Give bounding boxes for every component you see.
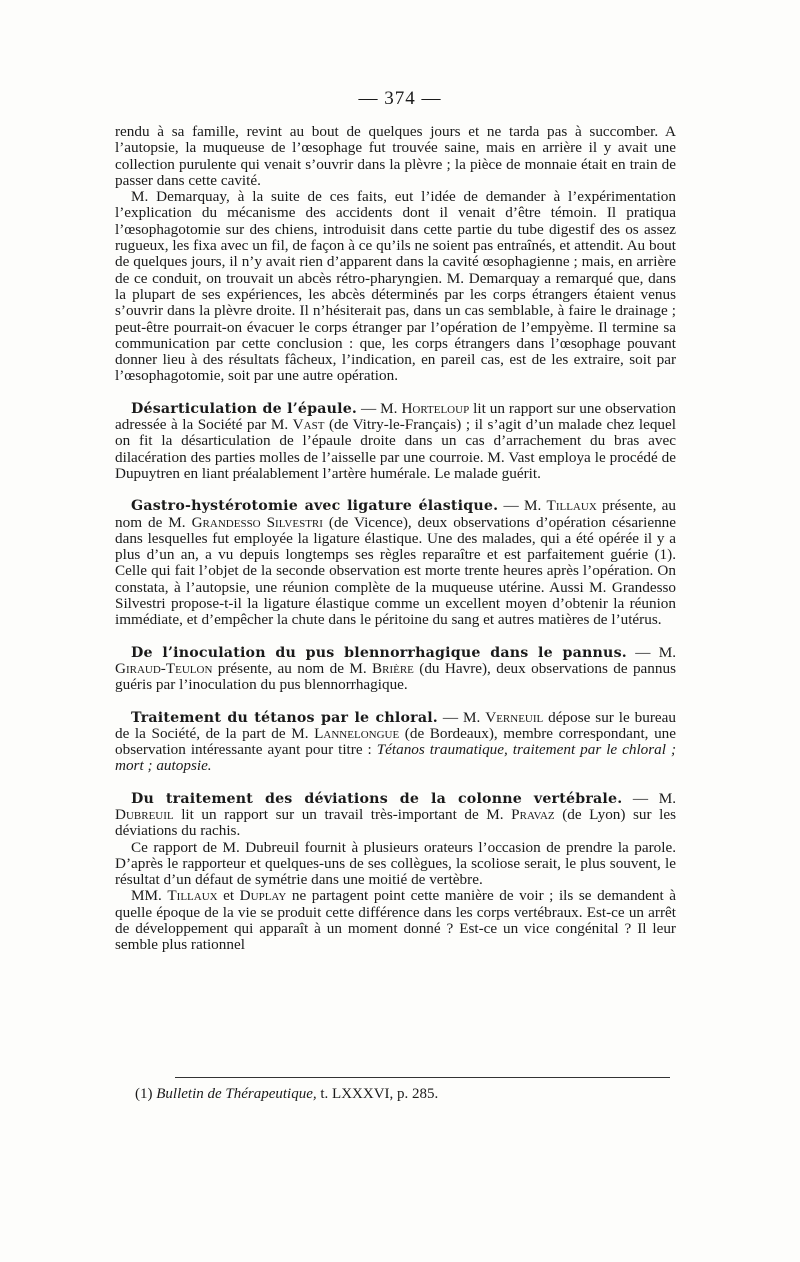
author-name: Pravaz bbox=[511, 805, 555, 823]
author-name: Vast bbox=[292, 416, 325, 434]
footnote-divider bbox=[175, 1077, 670, 1078]
footnote-reference: t. LXXXVI, p. 285. bbox=[316, 1086, 439, 1102]
section-heading: De l’inoculation du pus blennorrhagique dans le pannus. bbox=[131, 644, 627, 661]
section-gastro-hysterotomy: Gastro-hystérotomie avec ligature élastique. — M. Tillaux présente, au nom de M. Grandesso Silvestri (de Vicence), deux observations d’opération césarienne dans lesquelles fut employée la ligature élastique. Une des malades, qui a été opérée il y a plus d’un an, a vu depuis longtemps ses règles reparaître et est parfaitement guérie (1). Celle qui fait l’objet de la seconde observation est morte trente heures après l’opération. On constata, à l’autopsie, une réunion complète de la muqueuse utérine. Aussi M. Grandesso Silvestri propose-t-il la ligature élastique comme un excellent moyen d’obtenir la réunion immédiate, et d’empêcher la chute dans le péritoine du sang et autres matières de l’utérus. bbox=[115, 497, 677, 629]
section-spinal-deviations: Du traitement des déviations de la colonne vertébrale. — M. Dubreuil lit un rapport sur un travail très-important de M. Pravaz (de Lyon) sur les déviations du rachis. bbox=[115, 789, 676, 840]
author-name: Duplay bbox=[239, 887, 287, 905]
section-tetanus-chloral: Traitement du tétanos par le chloral. — M. Verneuil dépose sur le bureau de la Société, de la part de M. Lannelongue (de Bordeaux), membre correspondant, une observation intéressante ayant pour titre : Tétanos traumatique, traitement par le chloral ; mort ; autopsie. bbox=[115, 708, 677, 775]
paragraph: M. Demarquay, à la suite de ces faits, eut l’idée de demander à l’expérimentation l’explication du mécanisme des accidents dont il venait d’être témoin. Il pratiqua l’œsophagotomie sur des chiens, introduisit dans cette partie du tube digestif des os assez rugueux, les fixa avec un fil, de façon à ce qu’ils ne soient pas entraînés, et attendit. Au bout de quelques jours, il n’y avait rien d’apparent dans la cavité œsophagienne ; mais, en arrière de ce conduit, on trouvait un abcès rétro-pharyngien. M. Demarquay a remarqué que, dans la plupart de ses expériences, les abcès déterminés par les corps étrangers étaient venus s’ouvrir dans la plèvre droite. Il n’hésiterait pas, dans un cas semblable, à faire le drainage ; peut-être pourrait-on évacuer le corps étranger par l’opération de l’empyème. Il termine sa communication par cette conclusion : que, les corps étrangers dans l’œsophage pouvant donner lieu à des résultats fâcheux, l’indication, en pareil cas, est de les extraire, soit par l’œsophagotomie, soit par une autre opération. bbox=[115, 188, 676, 385]
paragraph: Ce rapport de M. Dubreuil fournit à plusieurs orateurs l’occasion de prendre la parole. D’après le rapporteur et quelques-uns de ses collègues, la scoliose serait, le plus souvent, le résultat d’un défaut de symétrie dans une moitié de vertèbre. bbox=[115, 838, 676, 889]
section-heading: Traitement du tétanos par le chloral. bbox=[131, 709, 438, 726]
paragraph: rendu à sa famille, revint au bout de quelques jours et ne tarda pas à succomber. A l’autopsie, la muqueuse de l’œsophage fut trouvée saine, mais en arrière il y avait une collection purulente qui venait s’ouvrir dans la plèvre ; la pièce de monnaie était en train de passer dans cette cavité. bbox=[115, 123, 676, 189]
observation-title: Tétanos traumatique, traitement par le chloral ; mort ; autopsie. bbox=[115, 741, 677, 775]
author-name: Grandesso Silvestri bbox=[191, 513, 323, 531]
footnote-source-title: Bulletin de Thérapeutique, bbox=[156, 1086, 317, 1102]
paragraph: MM. Tillaux et Duplay ne partagent point cette manière de voir ; ils se demandent à quelle époque de la vie se produit cette différence dans les corps vertébraux. Est-ce un arrêt de développement qui apparaît à un moment donné ? Est-ce un vice congénital ? Il leur semble plus rationnel bbox=[115, 887, 676, 954]
body-text bbox=[115, 124, 676, 954]
section-heading: Gastro-hystérotomie avec ligature élastique. bbox=[131, 498, 499, 515]
section-heading: Du traitement des déviations de la colonne vertébrale. bbox=[131, 790, 623, 807]
footnote bbox=[135, 1086, 680, 1103]
section-pannus-inoculation: De l’inoculation du pus blennorrhagique dans le pannus. — M. Giraud-Teulon présente, au nom de M. Brière (du Havre), deux observations de pannus guéris par l’inoculation du pus blennorrhagique. bbox=[115, 643, 676, 694]
author-name: Dubreuil bbox=[115, 805, 174, 823]
author-name: Giraud-Teulon bbox=[115, 659, 213, 677]
footnote-marker: (1) bbox=[135, 1086, 157, 1102]
author-name: Tillaux bbox=[167, 887, 218, 905]
author-name: Horteloup bbox=[401, 399, 470, 417]
author-name: Tillaux bbox=[546, 497, 597, 515]
page-number: — 374 — bbox=[358, 88, 442, 109]
author-name: Brière bbox=[372, 659, 414, 677]
author-name: Lannelongue bbox=[314, 724, 400, 742]
section-shoulder-disarticulation: Désarticulation de l’épaule. — M. Horteloup lit un rapport sur une observation adressée à la Société par M. Vast (de Vitry-le-Français) ; il s’agit d’un malade chez lequel on fit la désarticulation de l’épaule droite dans un cas d’arrachement du bras avec dilacération des parties molles de l’aisselle par une courroie. M. Vast employa le procédé de Dupuytren en liant préalablement l’artère humérale. Le malade guérit. bbox=[115, 399, 676, 482]
section-heading: Désarticulation de l’épaule. bbox=[131, 400, 358, 417]
author-name: Verneuil bbox=[485, 708, 544, 726]
